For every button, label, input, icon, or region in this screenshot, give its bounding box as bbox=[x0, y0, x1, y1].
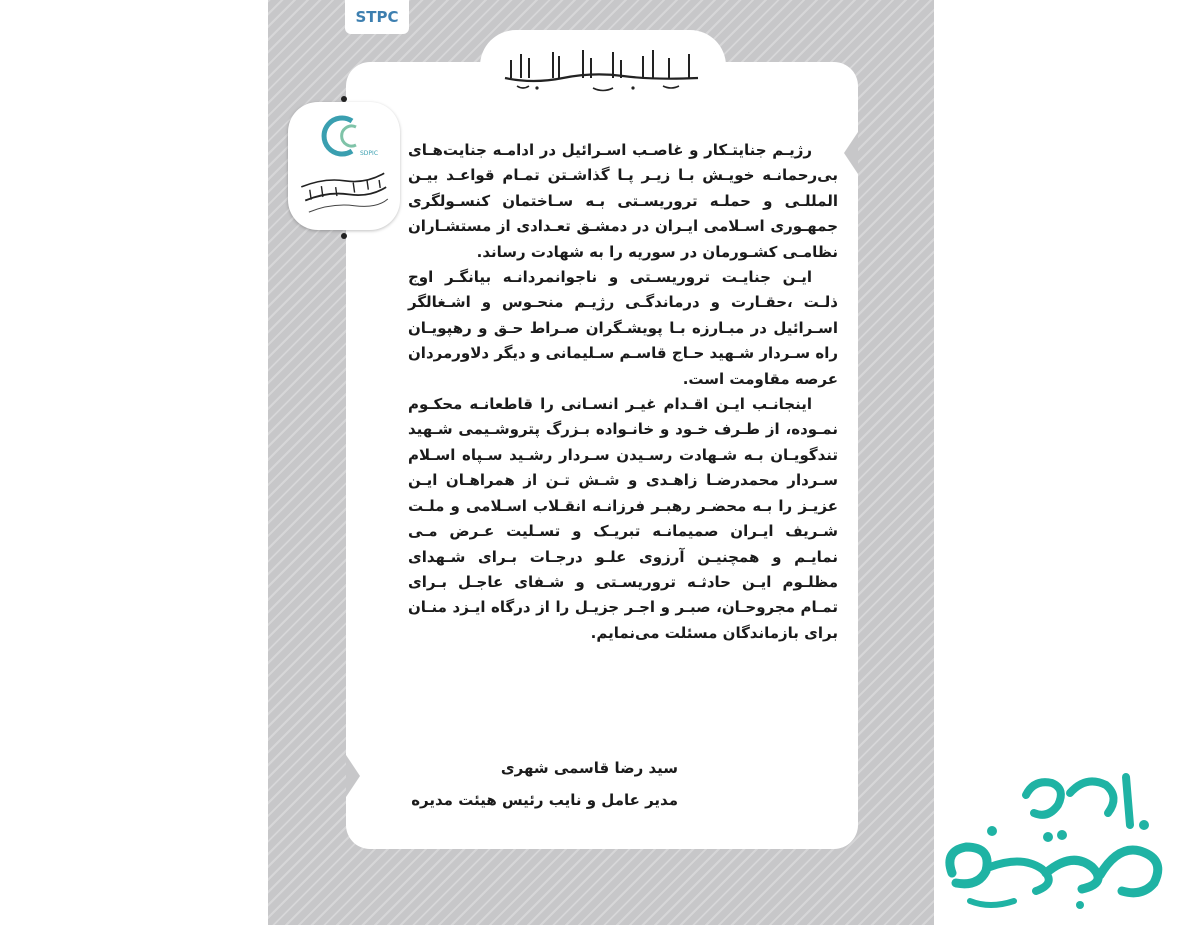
basmala-script-icon bbox=[493, 38, 713, 98]
letter-body bbox=[408, 138, 838, 646]
signatory-name: سید رضا قاسمی شهری bbox=[500, 759, 678, 777]
basmala-calligraphy bbox=[480, 30, 726, 106]
stpc-badge bbox=[345, 0, 409, 34]
letter-paragraph: ایـن جنایـت تروریسـتی و ناجوانمردانـه بیانگـر اوج ذلـت ،حقـارت و درماندگـی رژیـم منحـوس و اشـغالگر اسـرائیل در مبـارزه بـا پویشـگران صـراط حـق و رهپویـان راه سـردار شـهید حـاج قاسـم سـلیمانی و دیگر دلاورمردان عرصه مقاومت است. bbox=[408, 268, 838, 388]
letter-paragraph: رژیـم جنایتـکار و غاصـب اسـرائیل در ادامـه جنایت‌هـای بی‌رحمانـه خویـش بـا زیـر پـا گذاشـتن تمـام قواعـد بیـن المللـی و حملـه تروریسـتی بـه سـاختمان کنسـولگری جمهـوری اسـلامی ایـران در دمشـق تعـدادی از مستشـاران نظامـی کشـورمان در سوریه را به شهادت رساند. bbox=[408, 141, 838, 261]
svg-text:SDPIC: SDPIC bbox=[360, 150, 379, 157]
signature-block bbox=[408, 752, 678, 816]
watermark-logo bbox=[930, 755, 1190, 915]
card-notch-right bbox=[844, 132, 858, 174]
signatory-title: مدیر عامل و نایب رئیس هیئت مدیره bbox=[411, 791, 678, 809]
ornament-dot-bottom bbox=[341, 233, 347, 239]
card-notch-left bbox=[346, 755, 360, 797]
company-logo bbox=[288, 102, 400, 230]
stpc-label: STPC bbox=[355, 8, 399, 26]
company-name-script-icon bbox=[296, 159, 392, 219]
company-emblem-icon bbox=[302, 113, 386, 159]
letter-paragraph: اینجانـب ایـن اقـدام غیـر انسـانی را قاطعانـه محکـوم نمـوده، از طـرف خـود و خانـواده بـزرگ پتروشـیمی شـهید تندگویـان بـه شـهادت رسـیدن سـردار رشـید سـپاه اسـلام سـردار محمدرضـا زاهـدی و شـش تـن از همراهـان ایـن عزیـز را بـه محضـر رهبـر فرزانـه انقـلاب اسـلامی و ملـت شـریف ایـران صمیمانـه تبریـک و تسـلیت عـرض مـی نمایـم و همچنیـن آرزوی علـو درجـات بـرای شـهدای مظلـوم ایـن حادثـه تروریسـتی و شـفای عاجـل بـرای تمـام مجروحـان، صبـر و اجـر جزیـل را از درگاه ایـزد منـان برای بازماندگان مسئلت می‌نمایم. bbox=[408, 395, 838, 642]
